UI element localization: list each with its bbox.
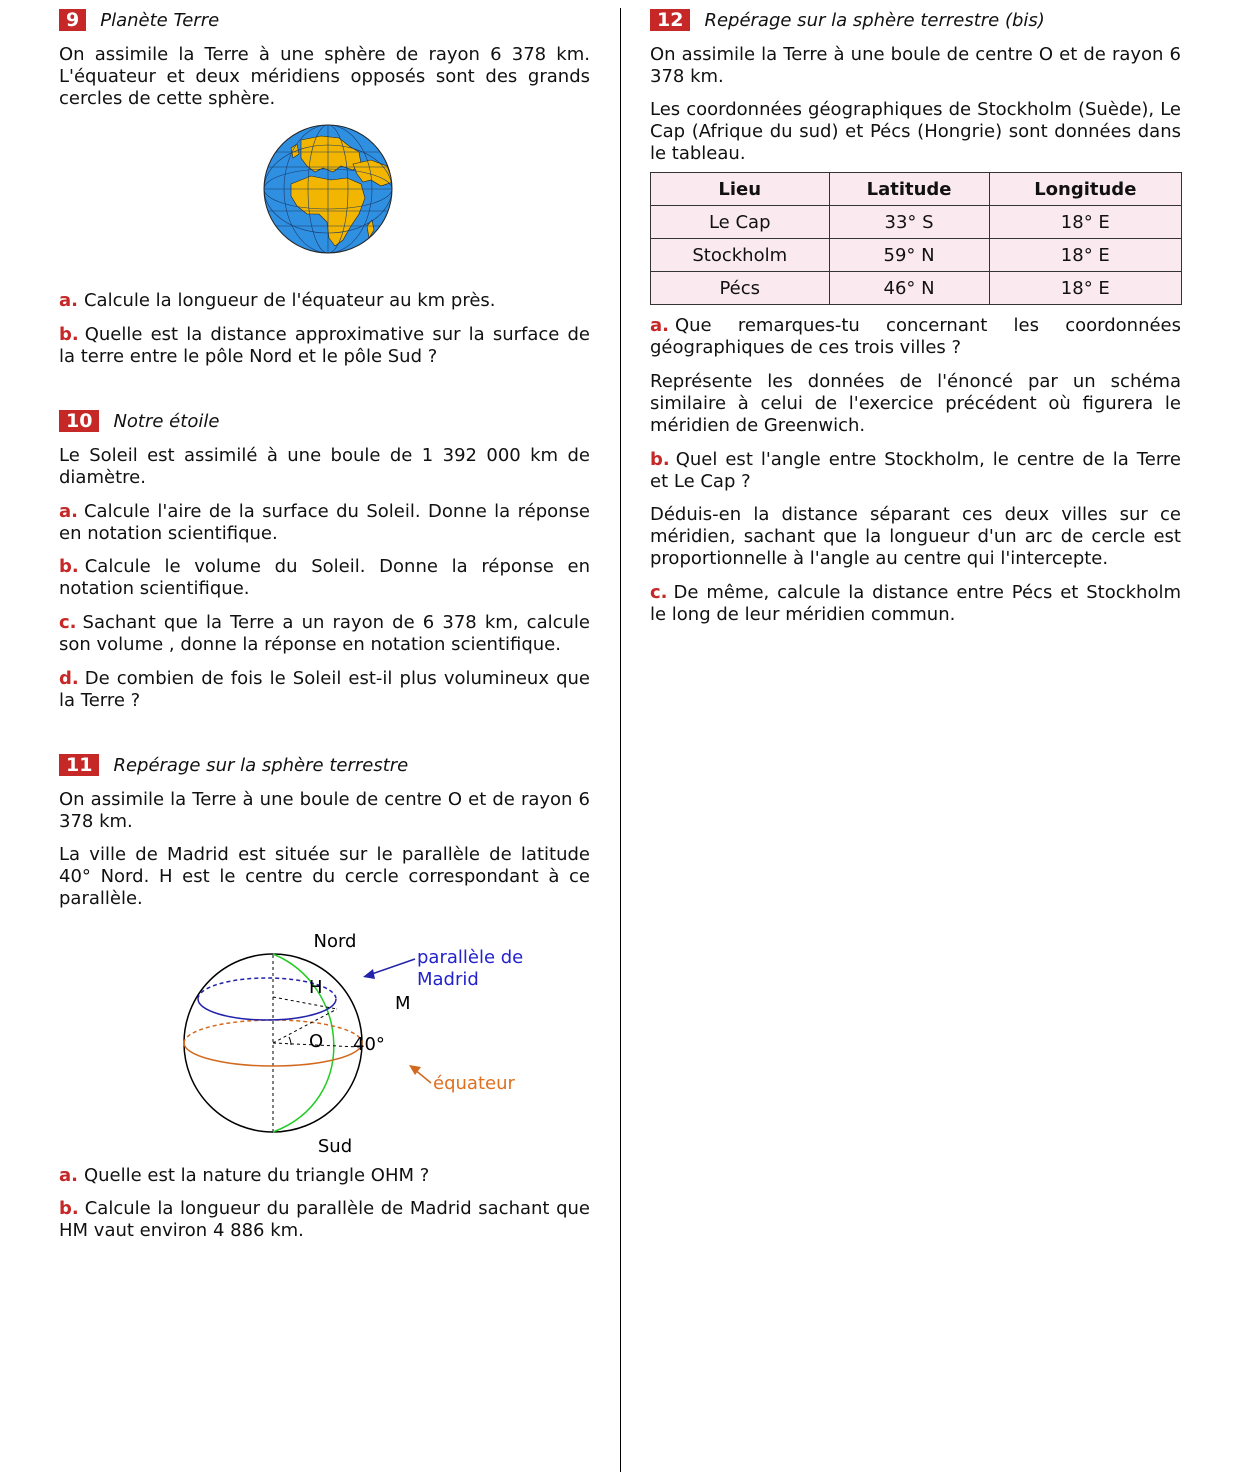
ex9-title: Planète Terre	[100, 9, 220, 31]
ex12-qc-text: De même, calcule la distance entre Pécs et Stockholm le long de leur méridien commun.	[650, 582, 1181, 625]
sphere-diagram	[159, 925, 524, 1165]
parallel-arrow-head	[363, 969, 375, 979]
ex12-question-b	[650, 449, 1181, 493]
ex10-qc-label: c.	[59, 612, 77, 633]
label-sud: Sud	[317, 1136, 353, 1157]
ex11-qb-label: b.	[59, 1198, 79, 1219]
ex10-qd-label: d.	[59, 668, 79, 689]
table-cell: Stockholm	[651, 239, 830, 272]
ex12-qb-label: b.	[650, 449, 670, 470]
table-cell: 18° E	[989, 239, 1181, 272]
ex9-qb-label: b.	[59, 324, 79, 345]
label-h: H	[309, 977, 323, 998]
segment-om	[273, 1009, 337, 1043]
label-parallel-2: Madrid	[417, 969, 479, 990]
ex11-intro: On assimile la Terre à une boule de centre O et de rayon 6 378 km.	[59, 789, 590, 832]
ex11-header	[59, 753, 590, 777]
ex12-paragraph-4: Déduis-en la distance séparant ces deux villes sur ce méridien, sachant que la longueur d'un arc de cercle est proportionnelle à l'angle au centre qui l'intercepte.	[650, 504, 1181, 569]
ex10-question-d	[59, 668, 590, 712]
ex10-question-a	[59, 501, 590, 545]
table-header-cell: Latitude	[829, 173, 989, 206]
ex10-qb-text: Calcule le volume du Soleil. Donne la réponse en notation scientifique.	[59, 556, 590, 599]
table-cell: 33° S	[829, 206, 989, 239]
ex9-question-b	[59, 324, 590, 368]
globe-image	[261, 122, 395, 256]
ex11-qb-text: Calcule la longueur du parallèle de Madrid sachant que HM vaut environ 4 886 km.	[59, 1198, 590, 1241]
table-cell: 18° E	[989, 272, 1181, 305]
ex11-paragraph-2: La ville de Madrid est située sur le parallèle de latitude 40° Nord. H est le centre du cercle correspondant à ce parallèle.	[59, 844, 590, 909]
ex11-qa-text: Quelle est la nature du triangle OHM ?	[83, 1165, 430, 1186]
ex10-qc-text: Sachant que la Terre a un rayon de 6 378 km, calcule son volume , donne la réponse en notation scientifique.	[59, 612, 590, 655]
ex9-intro: On assimile la Terre à une sphère de rayon 6 378 km. L'équateur et deux méridiens opposés sont des grands cercles de cette sphère.	[59, 44, 590, 109]
ex10-question-b	[59, 556, 590, 600]
table-cell: 18° E	[989, 206, 1181, 239]
angle-arc	[289, 1037, 291, 1045]
ex12-title: Repérage sur la sphère terrestre (bis)	[704, 9, 1045, 31]
column-divider	[620, 8, 621, 1472]
ex12-question-a	[650, 315, 1181, 359]
ex12-paragraph-3: Représente les données de l'énoncé par un schéma similaire à celui de l'exercice précédent où figurera le méridien de Greenwich.	[650, 371, 1181, 436]
ex12-qb-text: Quel est l'angle entre Stockholm, le centre de la Terre et Le Cap ?	[650, 449, 1181, 492]
ex11-title: Repérage sur la sphère terrestre	[113, 754, 409, 776]
table-row	[651, 239, 1182, 272]
ex9-qa-text: Calcule la longueur de l'équateur au km près.	[83, 290, 496, 311]
ex10-number: 10	[59, 410, 99, 432]
table-cell: 46° N	[829, 272, 989, 305]
ex10-header	[59, 409, 590, 433]
table-row	[651, 272, 1182, 305]
ex11-qa-label: a.	[59, 1165, 78, 1186]
table-header-cell: Longitude	[989, 173, 1181, 206]
ex10-qb-label: b.	[59, 556, 79, 577]
table-header-cell: Lieu	[651, 173, 830, 206]
ex9-number: 9	[59, 9, 86, 31]
ex10-intro: Le Soleil est assimilé à une boule de 1 392 000 km de diamètre.	[59, 445, 590, 488]
segment-hm	[273, 997, 337, 1009]
label-nord: Nord	[313, 931, 357, 952]
ex10-qd-text: De combien de fois le Soleil est-il plus volumineux que la Terre ?	[59, 668, 590, 711]
ex12-paragraph-2: Les coordonnées géographiques de Stockholm (Suède), Le Cap (Afrique du sud) et Pécs (Hongrie) sont données dans le tableau.	[650, 99, 1181, 164]
ex10-question-c	[59, 612, 590, 656]
ex11-number: 11	[59, 754, 99, 776]
ex11-question-a	[59, 1165, 590, 1187]
table-cell: Pécs	[651, 272, 830, 305]
ex11-question-b	[59, 1198, 590, 1242]
ex9-question-a	[59, 290, 590, 312]
table-cell: 59° N	[829, 239, 989, 272]
ex12-question-c	[650, 582, 1181, 626]
ex9-qb-text: Quelle est la distance approximative sur la surface de la terre entre le pôle Nord et le pôle Sud ?	[59, 324, 590, 367]
parallel-arrow-line	[369, 959, 415, 975]
parallel-front	[198, 999, 336, 1020]
table-header-row	[651, 173, 1182, 206]
coordinates-table	[650, 172, 1182, 305]
label-parallel-1: parallèle de	[417, 947, 524, 968]
label-m: M	[395, 993, 411, 1014]
ex12-qa-text: Que remarques-tu concernant les coordonnées géographiques de ces trois villes ?	[650, 315, 1181, 358]
table-row	[651, 206, 1182, 239]
label-angle: 40°	[353, 1034, 385, 1055]
ex12-header	[650, 8, 1181, 32]
ex10-qa-text: Calcule l'aire de la surface du Soleil. Donne la réponse en notation scientifique.	[59, 501, 590, 544]
label-o: O	[309, 1031, 324, 1052]
ex12-qc-label: c.	[650, 582, 668, 603]
ex10-qa-label: a.	[59, 501, 78, 522]
table-cell: Le Cap	[651, 206, 830, 239]
ex10-title: Notre étoile	[113, 410, 220, 432]
ex12-qa-label: a.	[650, 315, 669, 336]
ex12-number: 12	[650, 9, 690, 31]
ex12-intro: On assimile la Terre à une boule de centre O et de rayon 6 378 km.	[650, 44, 1181, 87]
ex9-qa-label: a.	[59, 290, 78, 311]
label-equator: équateur	[433, 1073, 515, 1094]
ex9-header	[59, 8, 590, 32]
